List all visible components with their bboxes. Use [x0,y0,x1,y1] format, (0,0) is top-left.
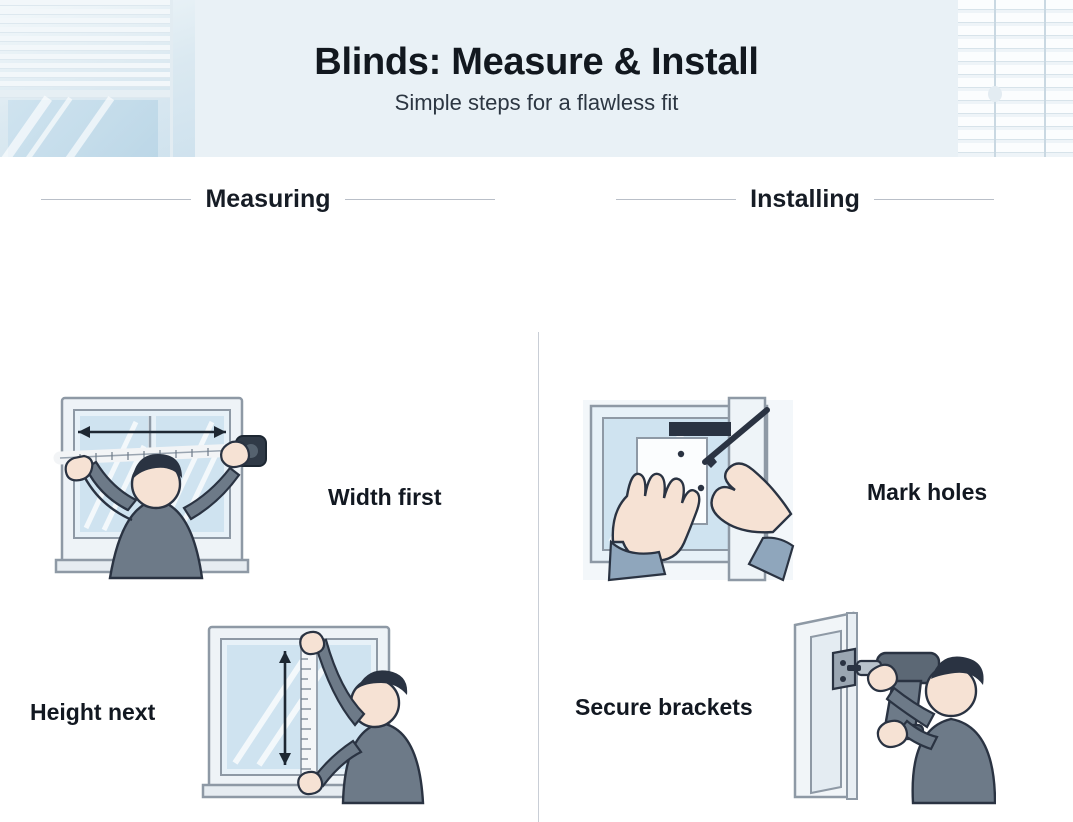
heading-rule-right [874,199,994,200]
step-label-mark-holes: Mark holes [867,478,988,505]
column-heading-label: Installing [750,185,860,213]
column-installing [537,157,1073,720]
illustration-mark-holes [577,392,807,592]
step-secure-brackets [575,607,1055,807]
heading-rule-left [41,199,191,200]
step-label-secure-brackets: Secure brackets [575,693,753,720]
step-label-height-next: Height next [30,698,156,725]
illustration-measure-height [197,607,432,817]
column-heading-label: Measuring [205,185,331,213]
heading-rule-right [345,199,495,200]
column-heading-measuring [0,185,536,214]
step-label-width-first: Width first [328,483,442,510]
step-width-first [40,392,510,602]
page-subtitle: Simple steps for a flawless fit [394,90,679,115]
page-title: Blinds: Measure & Install [314,41,759,83]
illustration-secure-brackets [781,607,996,807]
step-mark-holes [577,392,1047,592]
illustration-measure-width [40,392,270,602]
step-height-next [30,607,520,817]
column-measuring [0,157,536,725]
heading-rule-left [616,199,736,200]
header-banner [0,0,1073,157]
content-area [0,157,1073,725]
header-text-block [0,0,1073,157]
column-heading-installing [537,185,1073,214]
